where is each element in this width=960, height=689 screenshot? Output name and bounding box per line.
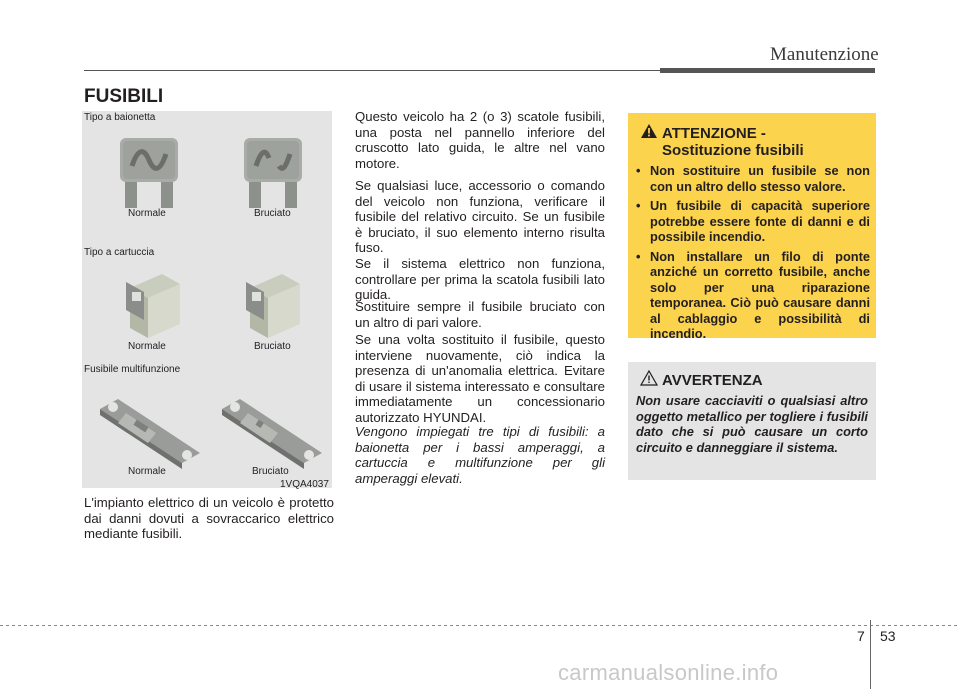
blade-fuse-normal-icon — [118, 134, 180, 210]
blade-fuse-blown-icon — [242, 134, 304, 210]
warning-title-line1: ATTENZIONE - — [662, 125, 766, 142]
middle-paragraph-3: Se il sistema elettrico non funziona, controllare per prima la scatola fusibili lato guida. — [355, 256, 605, 302]
blade-blown-label: Bruciato — [254, 208, 291, 219]
caution-title: AVVERTENZA — [662, 372, 763, 389]
caution-box — [628, 362, 876, 480]
page-title: FUSIBILI — [84, 86, 164, 107]
warning-title-line2: Sostituzione fusibili — [662, 142, 804, 159]
multi-fuse-blown-icon — [218, 391, 326, 471]
section-header: Manutenzione — [770, 44, 879, 65]
middle-paragraph-4: Sostituire sempre il fusibile bruciato con un altro di pari valore. — [355, 299, 605, 330]
warning-icon — [640, 123, 658, 139]
fuse-figure — [82, 111, 332, 488]
multi-normal-label: Normale — [128, 466, 166, 477]
figure-code: 1VQA4037 — [280, 479, 329, 490]
cartridge-normal-label: Normale — [128, 341, 166, 352]
cartridge-fuse-normal-icon — [122, 266, 182, 340]
blade-fuse-label: Tipo a baionetta — [84, 112, 156, 123]
caution-icon — [640, 370, 658, 386]
middle-paragraph-2: Se qualsiasi luce, accessorio o comando del veicolo non funziona, verificare il fusibile del relativo circuito. Se un fusibile è bruciato, il suo elemento interno risulta fuso. — [355, 178, 605, 255]
cartridge-blown-label: Bruciato — [254, 341, 291, 352]
caution-text: Non usare cacciaviti o qualsiasi altro oggetto metallico per togliere i fusibili dato che si può causare un corto circuito e danneggiare il sistema. — [636, 393, 868, 455]
intro-text: L'impianto elettrico di un veicolo è protetto dai danni dovuti a sovraccarico elettrico mediante fusibili. — [84, 495, 334, 541]
chapter-number: 7 — [857, 628, 865, 644]
warning-list — [636, 163, 870, 346]
middle-paragraph-5: Se una volta sostituito il fusibile, questo interviene nuovamente, ciò indica la presenza di un'anomalia elettrica. Evitare di usare il sistema interessato e consultare immediatamente un concessionario autorizzato HYUNDAI. — [355, 332, 605, 425]
middle-paragraph-6: Vengono impiegati tre tipi di fusibili: a baionetta per i bassi amperaggi, a cartuccia e multifunzione per gli amperaggi elevati. — [355, 424, 605, 486]
multi-fuse-label: Fusibile multifunzione — [84, 364, 181, 375]
multi-blown-label: Bruciato — [252, 466, 289, 477]
middle-paragraph-1: Questo veicolo ha 2 (o 3) scatole fusibili, una posta nel pannello inferiore del cruscotto lato guida, le altre nel vano motore. — [355, 109, 605, 171]
multi-fuse-normal-icon — [96, 391, 204, 471]
warning-title — [662, 125, 804, 159]
warning-item: • Non installare un filo di ponte anziché un corretto fusibile, anche solo per una riparazione temporanea. Ciò può causare danni al cablaggio e possibilità di incendio. — [636, 249, 870, 342]
warning-item: • Non sostituire un fusibile se non con un altro dello stesso valore. — [636, 163, 870, 194]
blade-normal-label: Normale — [128, 208, 166, 219]
watermark: carmanualsonline.info — [558, 660, 779, 685]
header-bar — [660, 68, 875, 73]
cartridge-fuse-label: Tipo a cartuccia — [84, 247, 155, 258]
page-number: 53 — [880, 628, 896, 644]
footer-divider — [870, 620, 871, 689]
warning-item: • Un fusibile di capacità superiore potrebbe essere fonte di danni e di possibile incendio. — [636, 198, 870, 245]
footer-rule — [0, 625, 960, 626]
cartridge-fuse-blown-icon — [242, 266, 302, 340]
warning-box — [628, 113, 876, 341]
